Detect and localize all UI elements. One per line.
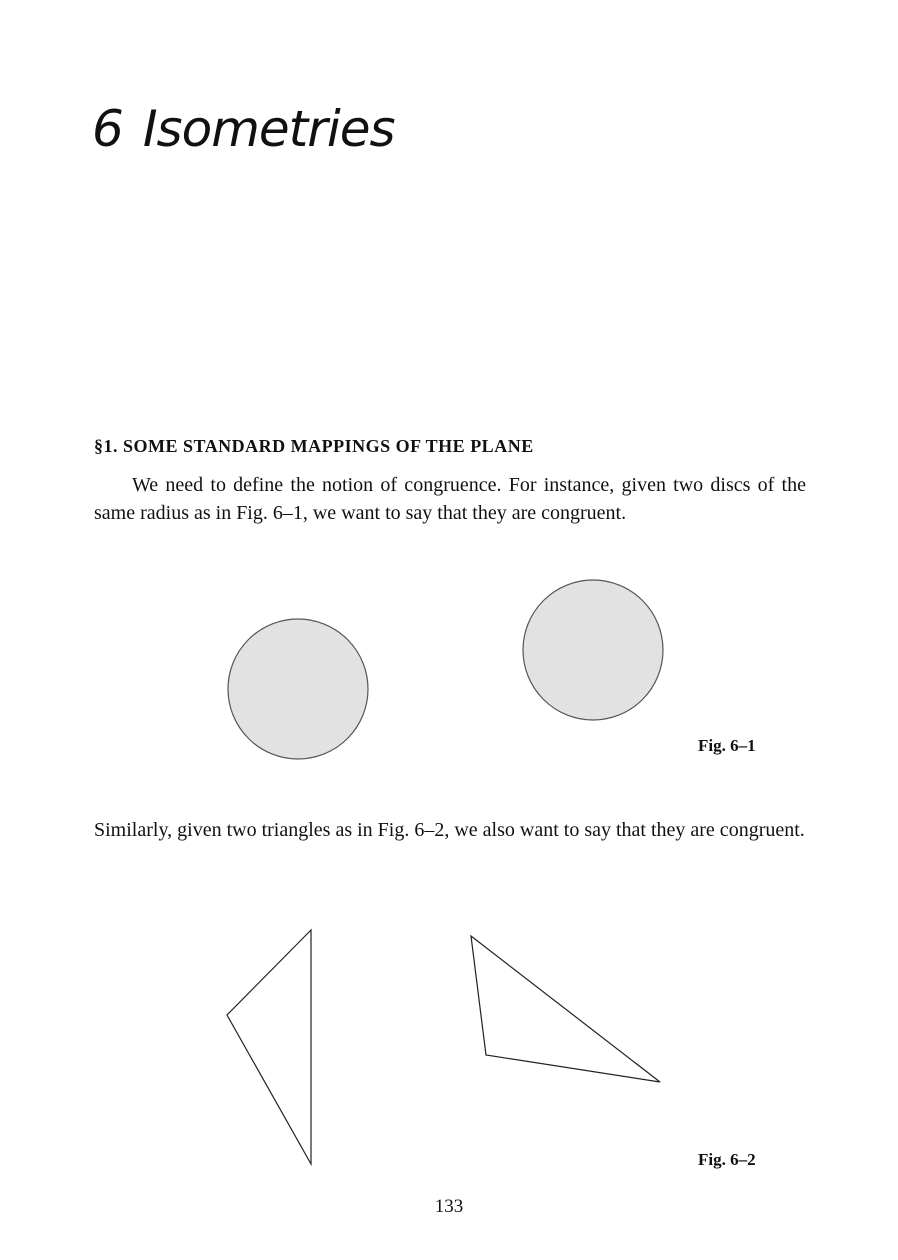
disc-left — [228, 619, 368, 759]
section-heading: §1. SOME STANDARD MAPPINGS OF THE PLANE — [94, 436, 534, 456]
paragraph-congruence-triangles: Similarly, given two triangles as in Fig. 6–2, we also want to say that they are congruent. — [94, 819, 805, 841]
triangle-right — [471, 936, 660, 1082]
figure-6-2 — [0, 910, 898, 1180]
chapter-title — [92, 100, 395, 158]
page-number: 133 — [434, 1196, 464, 1217]
paragraph-congruence-discs: We need to define the notion of congruence. For instance, given two discs of the same radius as in Fig. 6–1, we want to say that they are congruent. — [94, 474, 806, 524]
chapter-name: Isometries — [142, 100, 395, 158]
figure-6-1 — [0, 560, 898, 790]
figure-6-2-drawing — [0, 910, 898, 1180]
triangle-left — [227, 930, 311, 1164]
figure-6-2-caption: Fig. 6–2 — [698, 1150, 756, 1169]
figure-6-1-caption: Fig. 6–1 — [698, 736, 756, 755]
disc-right — [523, 580, 663, 720]
chapter-number: 6 — [92, 100, 123, 158]
figure-6-1-drawing — [0, 560, 898, 790]
